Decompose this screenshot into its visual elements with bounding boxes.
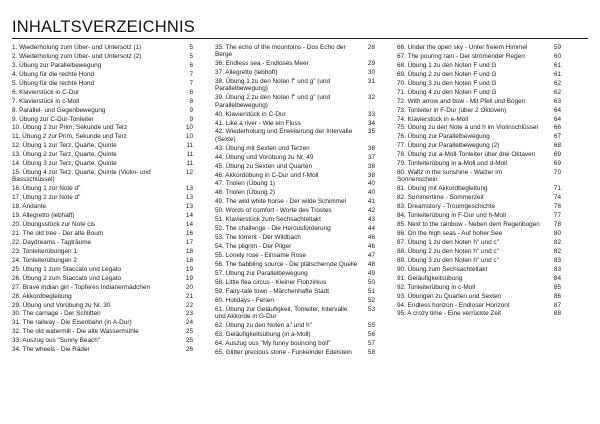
- toc-entry-title: 58. Little flea circus - Kleiner Flohzirkus: [215, 278, 327, 286]
- toc-entry-page: 83: [553, 265, 561, 273]
- toc-entry: [215, 180, 375, 187]
- toc-entry-title: 24. Tonleiterübungen 2: [12, 256, 77, 264]
- toc-entry-title: 86. On the high seas - Auf hoher See: [397, 230, 503, 238]
- toc-column-3: [397, 44, 561, 319]
- toc-entry-page: 32: [367, 94, 375, 102]
- toc-entry: [215, 340, 375, 347]
- toc-entry-title: 13. Übung 2 zur Terz, Quarte, Quinte: [12, 151, 117, 159]
- toc-entry-page: 82: [553, 247, 561, 255]
- toc-entry: [12, 185, 193, 192]
- toc-entry-page: 14: [185, 212, 193, 220]
- toc-entry-title: 30. The carriage - Der Schlitten: [12, 310, 101, 318]
- toc-entry-page: 66: [553, 124, 561, 132]
- toc-entry-page: 74: [553, 194, 561, 202]
- toc-entry-title: 37. Allegretto (lebhoft): [215, 69, 278, 77]
- toc-entry-title: 80. Waltz in the sunshine - Walzer im Sonnenschein: [397, 169, 503, 184]
- toc-entry: [397, 116, 561, 123]
- toc-entry-page: 64: [553, 106, 561, 114]
- toc-entry: [397, 124, 561, 131]
- toc-entry-page: 86: [553, 292, 561, 300]
- toc-entry-title: 4. Übung für die rechte Hond: [12, 70, 95, 78]
- toc-entry-title: 10. Übung 1 zur Prim, Sekunde und Terz: [12, 124, 128, 132]
- toc-entry-title: 43. Übung mit Sexten und Terzen: [215, 144, 310, 152]
- toc-entry: [215, 78, 375, 93]
- toc-entry-page: 8: [189, 97, 193, 105]
- toc-entry-page: 68: [553, 142, 561, 150]
- toc-entry-page: 50: [367, 278, 375, 286]
- toc-entry: [397, 142, 561, 149]
- toc-entry-title: 42. Wiederholung und Erweiterung der Intervalle (Sexte): [215, 128, 353, 143]
- toc-entry: [12, 221, 193, 228]
- toc-entry-title: 25. Übung 1 zum Staccato und Legato: [12, 265, 122, 273]
- toc-entry: [215, 154, 375, 161]
- toc-entry-page: 84: [553, 274, 561, 282]
- toc-entry-title: 19. Allegretto (lebhaft): [12, 212, 75, 220]
- toc-entry-page: 20: [185, 283, 193, 291]
- toc-entry-page: 76: [553, 203, 561, 211]
- toc-entry-page: 87: [553, 301, 561, 309]
- toc-entry-title: 70. Übung 3 zu den Noten F und G: [397, 79, 497, 87]
- toc-entry: [12, 116, 193, 123]
- toc-entry-title: 2. Wiederholung zum Über- und Untersotz (2): [12, 52, 142, 60]
- toc-entry: [215, 252, 375, 259]
- toc-entry-title: 50. Words of comfort - Worte des Trostes: [215, 207, 332, 215]
- title-rule: [12, 38, 588, 39]
- toc-entry-page: 9: [189, 115, 193, 123]
- toc-entry-page: 49: [367, 269, 375, 277]
- toc-entry-title: 82. Summertime - Sommerzeit: [397, 194, 484, 202]
- toc-entry-page: 29: [367, 60, 375, 68]
- toc-entry-title: 72. With arrow and bow - Mit Pfeil und Bogen: [397, 97, 526, 105]
- toc-entry-page: 33: [367, 110, 375, 118]
- toc-entry: [397, 248, 561, 255]
- toc-entry-title: 5. Übung für die rechte Hond: [12, 79, 95, 87]
- toc-entry-page: 69: [553, 151, 561, 159]
- toc-entry-page: 77: [553, 212, 561, 220]
- toc-entry-page: 59: [553, 44, 561, 51]
- toc-entry: [397, 275, 561, 282]
- toc-entry: [215, 44, 375, 59]
- toc-entry-page: 8: [189, 88, 193, 96]
- toc-entry: [12, 124, 193, 131]
- toc-entry: [12, 53, 193, 60]
- toc-entry-title: 26. Übung 2 zum Staccato und Legato: [12, 274, 122, 282]
- toc-entry: [397, 302, 561, 309]
- toc-entry-page: 22: [185, 301, 193, 309]
- toc-entry-page: 21: [185, 292, 193, 300]
- toc-entry-page: 10: [185, 124, 193, 132]
- toc-entry-title: 35. The echo of the mountoins - Dos Echo der Berge: [215, 44, 346, 59]
- toc-entry-page: 13: [185, 203, 193, 211]
- toc-entry-title: 36. Endless sea - Endloses Meer: [215, 60, 309, 68]
- toc-entry: [397, 107, 561, 114]
- toc-entry: [215, 163, 375, 170]
- toc-entry-title: 66. Under the open sky - Unter freiem Himmel: [397, 44, 528, 51]
- toc-entry: [397, 212, 561, 219]
- toc-entry: [215, 111, 375, 118]
- toc-entry-page: 52: [367, 296, 375, 304]
- toc-entry-page: 13: [185, 185, 193, 193]
- toc-entry: [215, 198, 375, 205]
- toc-entry-page: 11: [186, 151, 193, 159]
- toc-entry: [215, 288, 375, 295]
- toc-entry-page: 23: [185, 310, 193, 318]
- toc-entry-page: 56: [367, 330, 375, 338]
- toc-entry-title: 23. Tonleiterübungen 1: [12, 247, 77, 255]
- toc-entry-title: 16. Übung 1 zur Note d": [12, 185, 81, 193]
- toc-entry: [12, 212, 193, 219]
- toc-entry-title: 14. Übung 3 zur Terz, Quarte, Quinte: [12, 160, 117, 168]
- toc-entry-title: 41. Like a river - Wie ein Fluss: [215, 119, 301, 127]
- toc-entry: [397, 71, 561, 78]
- toc-entry: [215, 261, 375, 268]
- toc-entry-title: 85. Next to the rainbow - Neben dem Regenbogen: [397, 221, 540, 229]
- toc-entry-title: 77. Übung zur Parallelbewegung (2): [397, 142, 500, 150]
- toc-entry-page: 62: [553, 88, 561, 96]
- toc-entry: [12, 151, 193, 158]
- toc-entry-page: 80: [553, 230, 561, 238]
- toc-entry: [12, 142, 193, 149]
- toc-entry: [397, 194, 561, 201]
- toc-entry-page: 44: [367, 225, 375, 233]
- toc-column-2: [215, 44, 375, 358]
- toc-entry: [12, 302, 193, 309]
- toc-entry: [215, 243, 375, 250]
- toc-entry: [12, 266, 193, 273]
- toc-entry-page: 12: [185, 169, 193, 177]
- toc-entry-page: 5: [189, 52, 193, 60]
- toc-entry-title: 17. Übung 2 zur Note d": [12, 194, 81, 202]
- toc-entry: [397, 257, 561, 264]
- toc-entry-title: 56. The babbling source - Die plätschernde Quelle: [215, 260, 358, 268]
- toc-entry: [12, 284, 193, 291]
- toc-entry-title: 52. The challenge - Die Herousforderung: [215, 225, 331, 233]
- toc-entry-title: 89. Übung 3 zu den Noten h" und c": [397, 256, 499, 264]
- toc-entry-title: 32. The old watermill - Die alte Wassermühle: [12, 328, 139, 336]
- toc-entry-page: 11: [186, 142, 193, 150]
- toc-entry: [12, 275, 193, 282]
- toc-entry: [12, 80, 193, 87]
- toc-entry-page: 13: [185, 194, 193, 202]
- toc-entry: [397, 53, 561, 60]
- toc-entry-title: 92. Tonleiterübung in c-Moll: [397, 283, 476, 291]
- toc-entry: [215, 297, 375, 304]
- toc-entry: [397, 203, 561, 210]
- toc-entry-title: 11. Übung 2 zur Prim, Sekunde und Terz: [12, 133, 127, 141]
- toc-entry: [12, 203, 193, 210]
- toc-entry-title: 27. Brave Indian girl - Topferes Indianermädchen: [12, 283, 151, 291]
- toc-entry-page: 35: [367, 128, 375, 136]
- toc-entry: [397, 293, 561, 300]
- toc-entry: [215, 189, 375, 196]
- toc-entry-page: 70: [553, 169, 561, 177]
- toc-entry: [12, 257, 193, 264]
- toc-entry: [12, 160, 193, 167]
- toc-entry-title: 18. Andante: [12, 203, 47, 211]
- toc-entry-page: 19: [185, 265, 193, 273]
- toc-entry: [12, 248, 193, 255]
- toc-entry-title: 67. The pouring rain - Der strömender Regen: [397, 52, 525, 60]
- toc-entry-title: 29. Übung und Vorübung zu Nr. 30: [12, 301, 111, 309]
- toc-entry-page: 85: [553, 283, 561, 291]
- toc-entry-title: 65. Glitter precious stone - Funkelnder Edelstein: [215, 348, 352, 356]
- toc-entry: [397, 169, 561, 184]
- toc-entry-title: 22. Daydreams - Tagträume: [12, 238, 92, 246]
- toc-entry: [12, 328, 193, 335]
- toc-entry: [215, 60, 375, 67]
- toc-entry: [215, 306, 375, 321]
- page-title: INHALTSVERZEICHNIS: [12, 18, 195, 36]
- toc-entry-page: 36: [367, 144, 375, 152]
- toc-entry-title: 38. Übung 1 zu den Noten f" und g" (und Parallelbewegung): [215, 78, 331, 93]
- toc-entry: [397, 310, 561, 317]
- toc-entry-page: 10: [185, 133, 193, 141]
- toc-entry-title: 1. Wiederholung zum Über- und Untersotz (1): [12, 44, 142, 51]
- toc-entry-title: 31. The railway - Die Eisenbahn (in A-Dur): [12, 319, 132, 327]
- toc-entry-page: 28: [367, 44, 375, 51]
- toc-entry: [215, 349, 375, 356]
- toc-entry-title: 53. The torrent - Der Wildbach: [215, 234, 301, 242]
- toc-entry-page: 18: [185, 247, 193, 255]
- toc-entry-title: 12. Übung 1 zur Terz, Quarte, Quinte: [12, 142, 117, 150]
- toc-entry: [397, 80, 561, 87]
- toc-entry-title: 73. Tonleiter in F-Dur (über 2 Oktoven): [397, 106, 507, 114]
- toc-entry-title: 90. Übung zum Sechsachteltakt: [397, 265, 488, 273]
- toc-entry: [12, 107, 193, 114]
- toc-entry-title: 9. Übung zur C-Dur-Tonleiter: [12, 115, 94, 123]
- toc-entry: [397, 62, 561, 69]
- toc-entry-page: 14: [185, 221, 193, 229]
- toc-entry-title: 44. Übung und Vorübung zu Nr. 49: [215, 153, 314, 161]
- toc-entry-title: 46. Akkordübung in C-Dur und f-Moll: [215, 171, 319, 179]
- toc-entry-page: 9: [189, 106, 193, 114]
- toc-entry-page: 46: [367, 234, 375, 242]
- toc-entry-title: 39. Übung 2 zu den Noten f" und g" (und Parallelbewegung): [215, 94, 331, 109]
- toc-entry-title: 84. Tonleiterübung in F-Dur und h-Moll: [397, 212, 506, 220]
- toc-entry-title: 8. Parallel- und Gegenbewegung: [12, 106, 106, 114]
- toc-entry: [12, 133, 193, 140]
- toc-entry: [215, 69, 375, 76]
- toc-entry-page: 64: [553, 115, 561, 123]
- toc-entry-title: 6. Klavierstück in C-Dur: [12, 88, 80, 96]
- toc-entry-title: 93. Übungen zu Quarten und Sexten: [397, 292, 502, 300]
- toc-entry-page: 55: [367, 321, 375, 329]
- toc-entry-title: 95. A crozy time - Eine verrückte Zeit: [397, 310, 502, 318]
- toc-entry-page: 82: [553, 238, 561, 246]
- toc-entry: [397, 133, 561, 140]
- toc-entry-title: 61. Übung zur Geläufigkeit, Tonleiter, Intervalle und Akkorde in G-Dur: [215, 305, 348, 320]
- toc-entry-page: 6: [189, 61, 193, 69]
- toc-entry-page: 88: [553, 310, 561, 318]
- toc-entry-page: 41: [367, 198, 375, 206]
- toc-entry-page: 53: [367, 305, 375, 313]
- toc-entry-page: 40: [367, 180, 375, 188]
- toc-entry-page: 57: [367, 339, 375, 347]
- toc-column-1: [12, 44, 193, 355]
- toc-entry: [397, 160, 561, 167]
- toc-entry: [397, 44, 561, 51]
- toc-entry: [397, 284, 561, 291]
- toc-entry-title: 33. Auszug ous "Sunny Beach": [12, 337, 101, 345]
- toc-entry: [12, 194, 193, 201]
- toc-entry: [12, 71, 193, 78]
- toc-entry: [215, 270, 375, 277]
- toc-entry-title: 78. Übung zur a-Moll-Tonleiter über drei Oktaven: [397, 151, 536, 159]
- toc-entry: [215, 322, 375, 329]
- toc-entry: [215, 225, 375, 232]
- toc-entry-page: 7: [189, 70, 193, 78]
- toc-entry-page: 78: [553, 221, 561, 229]
- toc-entry-title: 63. Geläufigkeitsübung (in a-Moll): [215, 330, 311, 338]
- toc-entry-title: 48. Triolen (Übung 2): [215, 189, 276, 197]
- toc-entry-title: 15. Übung 4 zur Terz, Quarte, Quinte (Violin- und Bassschlüssel): [12, 169, 151, 184]
- toc-entry-page: 83: [553, 256, 561, 264]
- toc-entry-title: 54. The pilgrim - Der Pilger: [215, 243, 292, 250]
- toc-entry-page: 30: [367, 69, 375, 77]
- toc-entry-page: 61: [553, 70, 561, 78]
- toc-entry-page: 60: [553, 52, 561, 60]
- toc-entry-title: 3. Übung zur Parallelbewegung: [12, 61, 102, 69]
- toc-entry-title: 20. Übungsstück zur Note cis: [12, 221, 96, 229]
- toc-entry-title: 88. Übung 2 zu den Noten h" und c": [397, 247, 499, 255]
- toc-entry-page: 19: [185, 274, 193, 282]
- toc-entry: [215, 234, 375, 241]
- toc-entry-title: 75. Übung zu den Note a und h im Violinschlüssel: [397, 124, 538, 132]
- toc-entry-page: 25: [185, 337, 193, 345]
- toc-entry-page: 17: [185, 238, 193, 246]
- toc-entry-page: 34: [367, 119, 375, 127]
- toc-entry-title: 79. Tonleiterübung in a-Moll und d-Moll: [397, 160, 508, 168]
- toc-entry-page: 61: [553, 61, 561, 69]
- toc-entry: [12, 169, 193, 184]
- toc-entry: [397, 185, 561, 192]
- toc-entry: [12, 89, 193, 96]
- toc-entry-title: 64. Auszug ous "My funny bouncing boll": [215, 339, 331, 347]
- toc-entry-page: 37: [367, 153, 375, 161]
- toc-entry: [215, 216, 375, 223]
- toc-entry: [397, 151, 561, 158]
- toc-entry-title: 40. Klavierstück in C-Dur: [215, 110, 286, 118]
- toc-entry-page: 24: [185, 319, 193, 327]
- toc-entry: [12, 239, 193, 246]
- toc-entry-page: 11: [186, 160, 193, 168]
- toc-entry-title: 69. Übung 2 zu den Noten F und G: [397, 70, 497, 78]
- toc-entry: [215, 279, 375, 286]
- toc-entry: [397, 266, 561, 273]
- toc-entry: [397, 221, 561, 228]
- toc-entry-title: 91. Geläufigkeitsübung: [397, 274, 463, 282]
- toc-entry-page: 16: [185, 230, 193, 238]
- toc-entry: [12, 319, 193, 326]
- toc-entry-title: 83. Dreamstory - Troumgeschichte: [397, 203, 496, 211]
- toc-entry: [215, 120, 375, 127]
- toc-entry-page: 58: [367, 348, 375, 356]
- toc-entry: [215, 331, 375, 338]
- toc-entry-page: 47: [367, 251, 375, 259]
- toc-entry-page: 62: [553, 79, 561, 87]
- toc-entry-title: 21. The old tree - Der alte Boum: [12, 230, 104, 238]
- toc-entry-page: 48: [367, 260, 375, 268]
- toc-entry: [397, 89, 561, 96]
- toc-entry-page: 7: [189, 79, 193, 87]
- toc-entry: [12, 337, 193, 344]
- toc-entry-title: 94. Endless horizon - Endloser Horizont: [397, 301, 510, 309]
- toc-entry-page: 18: [185, 256, 193, 264]
- toc-entry-page: 26: [185, 346, 193, 354]
- toc-entry-page: 67: [553, 133, 561, 141]
- toc-entry-title: 45. Übung zu Sexten und Quarten: [215, 162, 312, 170]
- toc-entry-title: 74. Klavierstück in e-Moll: [397, 115, 469, 123]
- toc-entry-title: 60. Holidays - Ferien: [215, 296, 274, 304]
- toc-entry: [215, 207, 375, 214]
- toc-entry: [12, 62, 193, 69]
- toc-entry-page: 38: [367, 162, 375, 170]
- toc-entry-title: 57. Übung zur Parallelbewegung: [215, 269, 308, 277]
- toc-entry-title: 47. Triolen (Übung 1): [215, 180, 276, 188]
- toc-entry-page: 43: [367, 216, 375, 224]
- toc-entry-page: 25: [185, 328, 193, 336]
- toc-entry-page: 51: [367, 287, 375, 295]
- toc-entry-title: 7. Klavierstück in c-Moll: [12, 97, 80, 105]
- toc-entry-title: 28. Akkordbegleitung: [12, 292, 72, 300]
- toc-entry-title: 34. The wheels - Die Räder: [12, 346, 90, 354]
- toc-entry: [397, 239, 561, 246]
- toc-entry-title: 49. The wild white horse - Der wilde Schimmel: [215, 198, 346, 206]
- toc-entry-title: 71. Übung 4 zu den Noten F und G: [397, 88, 497, 96]
- toc-entry: [12, 98, 193, 105]
- toc-entry-title: 55. Lonely rose - Einsame Rose: [215, 251, 306, 259]
- toc-entry-title: 62. Übung zu den Noten a" und h": [215, 321, 312, 329]
- toc-entry: [12, 44, 193, 51]
- toc-entry-page: 71: [553, 185, 561, 193]
- toc-entry-title: 81. Übung mit Akkordbegleitung: [397, 185, 488, 193]
- toc-entry: [215, 172, 375, 179]
- toc-entry: [215, 128, 375, 143]
- toc-entry-page: 69: [553, 160, 561, 168]
- toc-entry-page: 31: [367, 78, 375, 86]
- toc-entry: [12, 310, 193, 317]
- toc-entry: [12, 230, 193, 237]
- toc-entry-title: 59. Fairy-tale town - Märchenhafte Stadt: [215, 287, 330, 295]
- toc-entry-page: 63: [553, 97, 561, 105]
- toc-entry-page: 42: [367, 207, 375, 215]
- toc-entry: [12, 346, 193, 353]
- toc-entry-page: 40: [367, 189, 375, 197]
- toc-entry-title: 87. Übung 1 zu den Noten h" und c": [397, 238, 499, 246]
- toc-entry-page: 38: [367, 171, 375, 179]
- toc-entry-page: 46: [367, 243, 375, 250]
- toc-entry-title: 76. Übung zur Parallelbewegung: [397, 133, 490, 141]
- toc-entry-page: 5: [189, 44, 193, 51]
- toc-entry: [397, 98, 561, 105]
- toc-entry: [215, 94, 375, 109]
- toc-entry-title: 51. Klavierstück zum Sechsachteltakt: [215, 216, 321, 224]
- toc-entry: [397, 230, 561, 237]
- toc-entry: [215, 145, 375, 152]
- toc-entry: [12, 293, 193, 300]
- toc-entry-title: 68. Übung 1 zu den Noten F und G: [397, 61, 497, 69]
